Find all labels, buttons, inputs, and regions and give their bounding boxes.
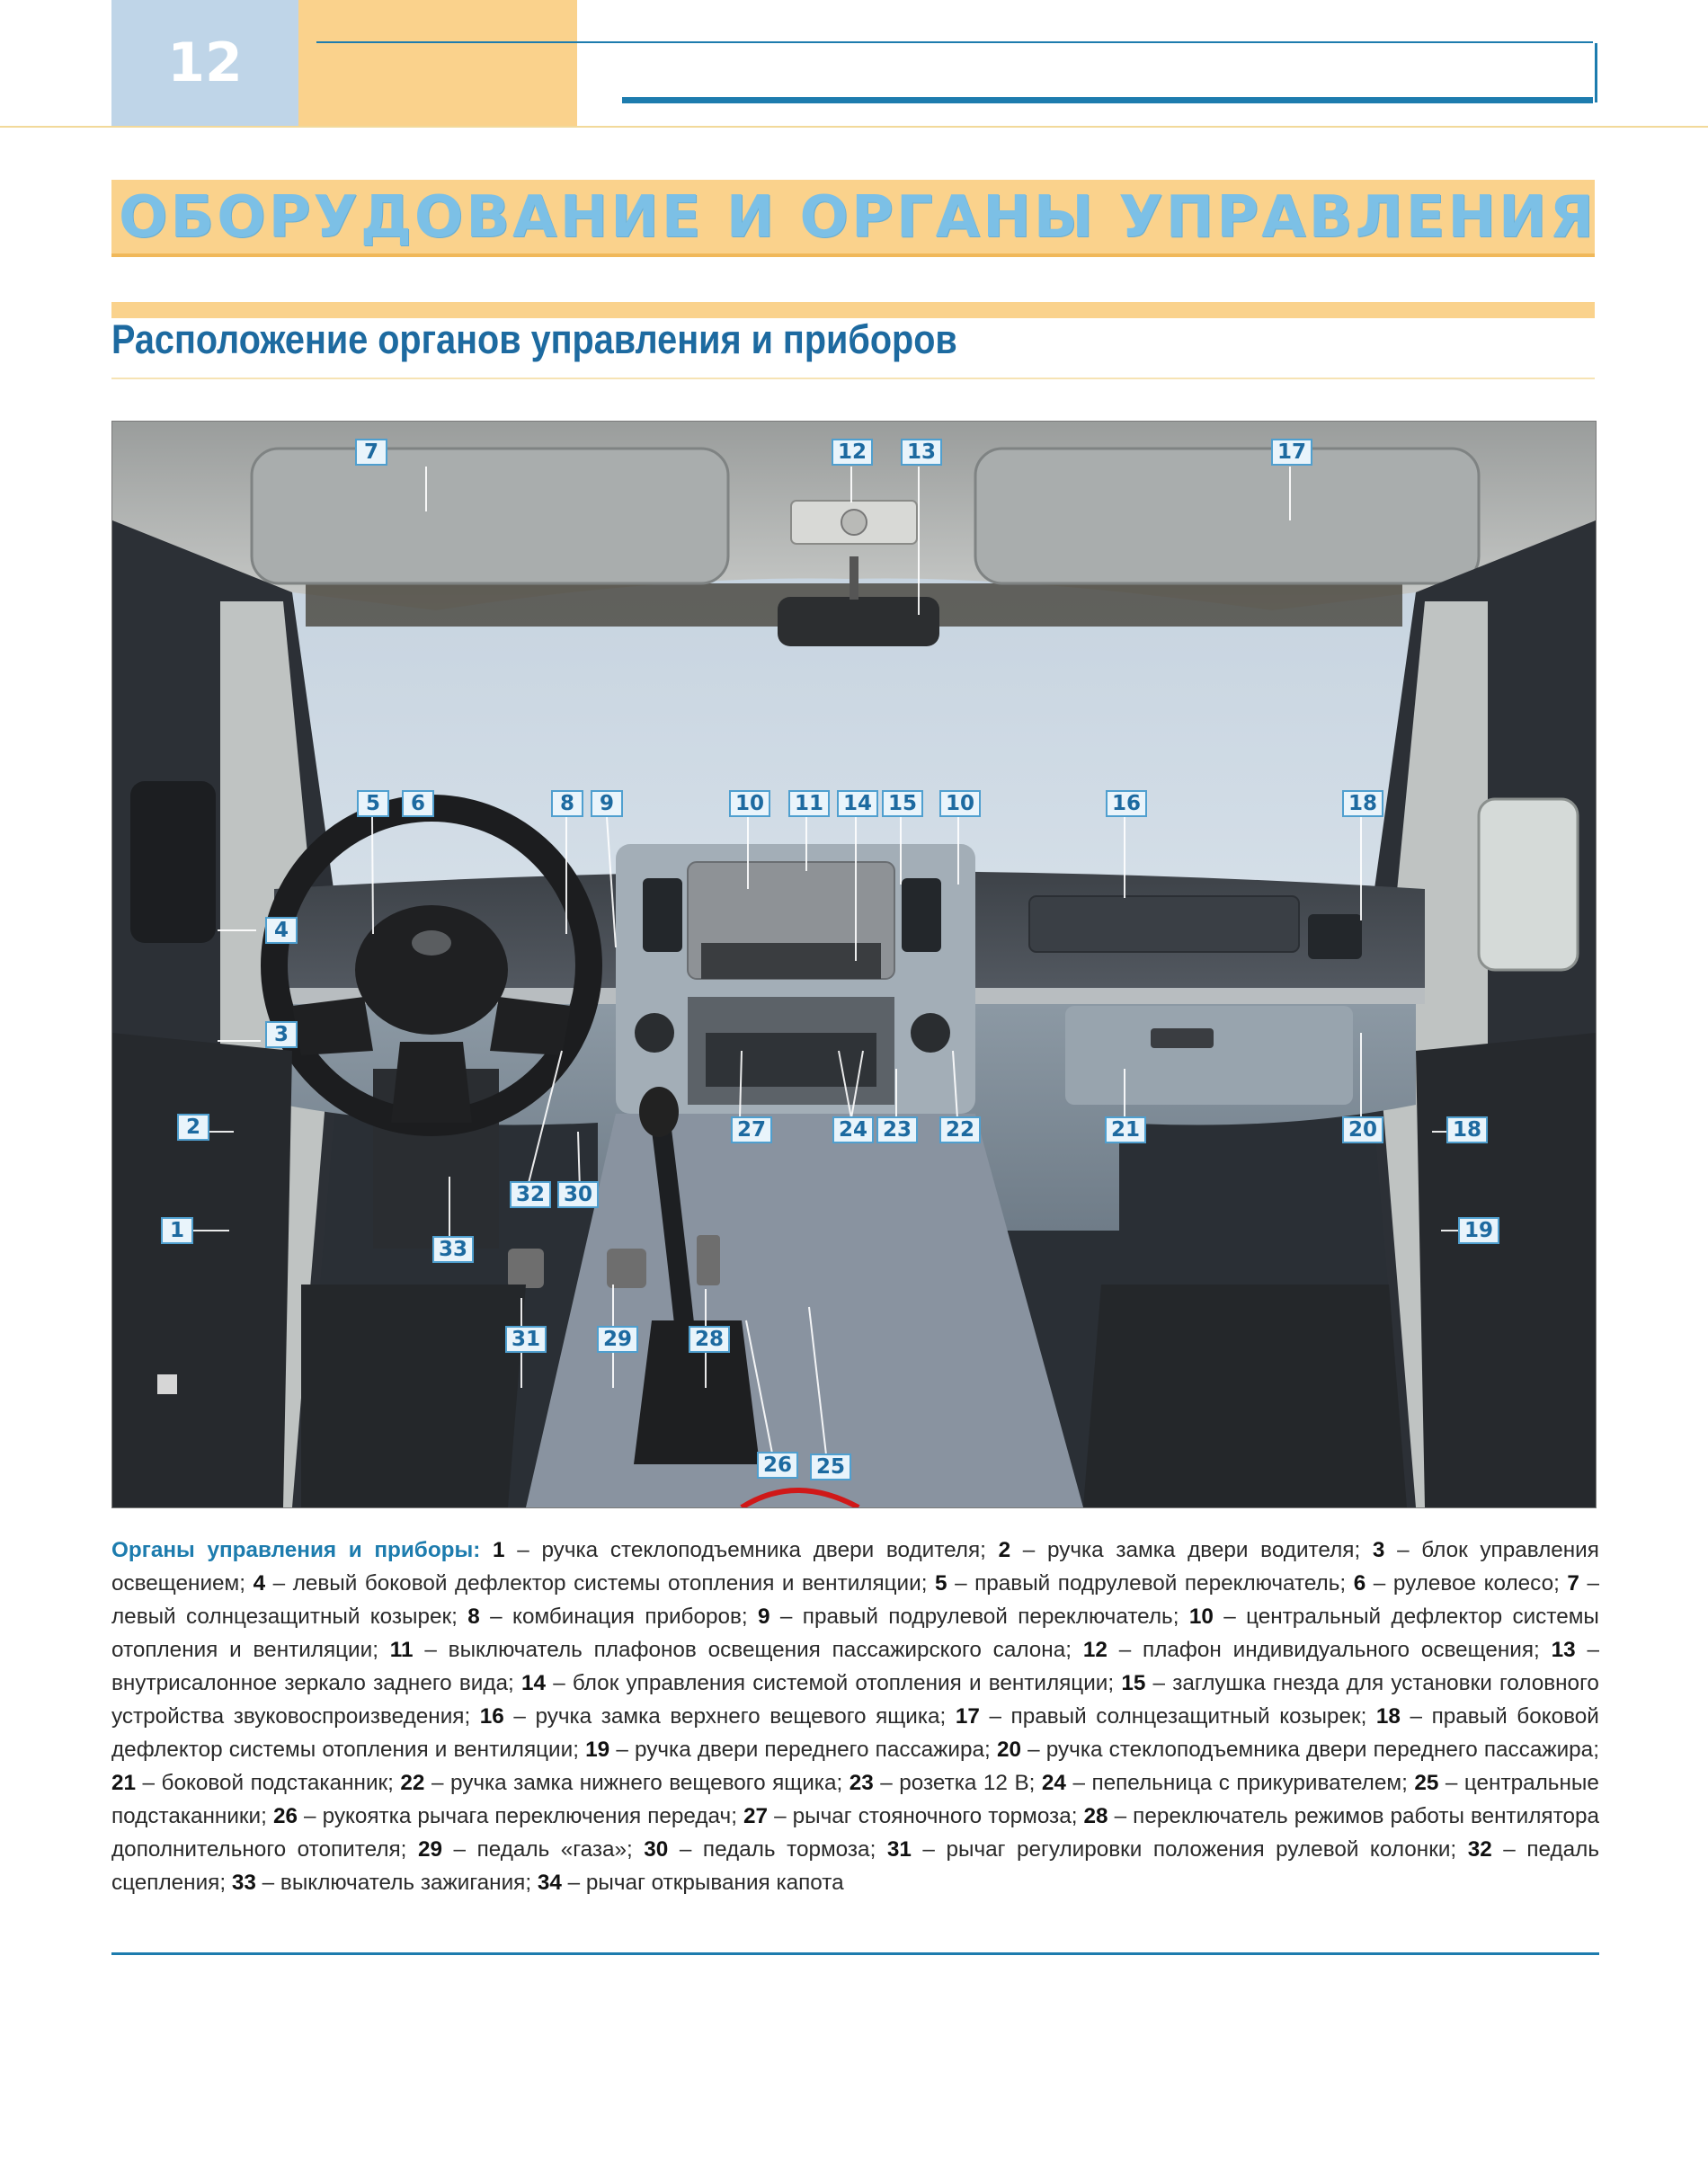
caption-item-number: 24	[1041, 1771, 1066, 1795]
caption-item-text: ручка стеклоподъемника двери водителя	[541, 1538, 981, 1562]
figure-caption: Органы управления и приборы: 1 – ручка стеклоподъемника двери водителя; 2 – ручка замка двери водителя; 3 – блок управления освещением; 4 – левый боковой дефлектор системы отопления и вентиляции; 5 – правый подрулевой переключатель; 6 – рулевое колесо; 7 – левый солнцезащитный козырек; 8 – комбинация приборов; 9 – правый подрулевой переключатель; 10 – центральный дефлектор системы отопления и вентиляции; 11 – выключатель плафонов освещения пассажирского салона; 12 – плафон индивидуального освещения; 13 – внутрисалонное зеркало заднего вида; 14 – блок управления системой отопления и вентиляции; 15 – заглушка гнезда для установки головного устройства звуковоспроизведения; 16 – ручка замка верхнего вещевого ящика; 17 – правый солнцезащитный козырек; 18 – правый боковой дефлектор системы отопления и вентиляции; 19 – ручка двери переднего пассажира; 20 – ручка стеклоподъемника двери переднего пассажира; 21 – боковой подстаканник; 22 – ручка замка нижнего вещевого ящика; 23 – розетка 12 В; 24 – пепельница с прикуривателем; 25 – центральные подстаканники; 26 – рукоятка рычага переключения передач; 27 – рычаг стояночного тормоза; 28 – переключатель режимов работы вентилятора дополнительного отопителя; 29 – педаль «газа»; 30 – педаль тормоза; 31 – рычаг регулировки положения рулевой колонки; 32 – педаль сцепления; 33 – выключатель зажигания; 34 – рычаг открывания капота	[111, 1538, 1599, 1895]
callout-11: 11	[788, 790, 830, 817]
caption-dash: –	[553, 1671, 565, 1695]
caption-dash: –	[1587, 1571, 1599, 1596]
caption-dash: –	[1118, 1638, 1132, 1662]
page-number: 12	[167, 31, 243, 94]
caption-item-text: переключатель режимов работы вентилятора дополнительного отопителя	[111, 1804, 1599, 1862]
caption-dash: –	[490, 1605, 503, 1629]
callout-19: 18	[1446, 1116, 1488, 1143]
callout-29: 28	[689, 1326, 730, 1353]
caption-item-text: комбинация приборов	[512, 1605, 742, 1629]
subsection-title: Расположение органов управления и приборов	[111, 316, 957, 362]
caption-dash: –	[272, 1571, 286, 1596]
callout-33: 32	[510, 1181, 551, 1208]
callout-20: 19	[1458, 1217, 1499, 1244]
caption-item-number: 21	[111, 1771, 137, 1795]
caption-item-text: правый солнцезащитный козырек	[1010, 1704, 1361, 1729]
section-title: ОБОРУДОВАНИЕ И ОРГАНЫ УПРАВЛЕНИЯ	[119, 184, 1597, 251]
callout-32: 31	[505, 1326, 547, 1353]
caption-item-text: педаль сцепления	[111, 1837, 1599, 1895]
caption-item-text: центральные подстаканники	[111, 1771, 1599, 1828]
callout-15: 15	[882, 790, 923, 817]
caption-item-number: 20	[996, 1738, 1021, 1762]
caption-dash: –	[1152, 1671, 1166, 1695]
callout-13: 13	[901, 439, 942, 466]
caption-item-number: 1	[493, 1538, 505, 1562]
caption-dash: –	[1503, 1837, 1516, 1862]
caption-item-text: рукоятка рычага переключения передач	[322, 1804, 732, 1828]
caption-item-number: 16	[479, 1704, 504, 1729]
caption-bottom-rule	[111, 1952, 1599, 1955]
caption-item-text: левый солнцезащитный козырек	[111, 1605, 452, 1629]
caption-dash: –	[1114, 1804, 1127, 1828]
callout-12: 12	[832, 439, 873, 466]
caption-item-number: 10	[1188, 1605, 1214, 1629]
cabin-illustration	[112, 422, 1596, 1507]
callout-26: 25	[810, 1453, 851, 1480]
callout-23: 22	[939, 1116, 981, 1143]
callout-2: 2	[177, 1114, 209, 1141]
caption-item-number: 17	[955, 1704, 980, 1729]
callout-7: 7	[355, 439, 387, 466]
caption-dash: –	[424, 1638, 437, 1662]
caption-item-number: 32	[1467, 1837, 1492, 1862]
caption-dash: –	[989, 1704, 1001, 1729]
callout-8: 8	[551, 790, 583, 817]
caption-item-text: выключатель зажигания	[280, 1871, 526, 1895]
caption-item-number: 4	[253, 1571, 266, 1596]
callout-9: 9	[591, 790, 623, 817]
callout-10-left: 10	[729, 790, 770, 817]
caption-item-number: 6	[1353, 1571, 1366, 1596]
caption-dash: –	[1072, 1771, 1085, 1795]
caption-item-number: 33	[231, 1871, 256, 1895]
caption-dash: –	[679, 1837, 692, 1862]
caption-dash: –	[616, 1738, 628, 1762]
caption-item-number: 26	[272, 1804, 298, 1828]
caption-item-text: внутрисалонное зеркало заднего вида	[111, 1671, 509, 1695]
caption-dash: –	[1397, 1538, 1410, 1562]
callout-24: 23	[876, 1116, 918, 1143]
caption-item-text: рычаг регулировки положения рулевой колонки	[946, 1837, 1451, 1862]
caption-dash: –	[517, 1538, 529, 1562]
callout-10-right: 10	[939, 790, 981, 817]
callout-14: 14	[837, 790, 878, 817]
caption-item-number: 5	[935, 1571, 947, 1596]
caption-item-text: правый подрулевой переключатель	[802, 1605, 1173, 1629]
caption-item-number: 29	[417, 1837, 442, 1862]
callout-4: 4	[265, 917, 298, 944]
caption-item-number: 23	[849, 1771, 874, 1795]
caption-dash: –	[431, 1771, 444, 1795]
header-bottom-rule	[0, 126, 1708, 128]
caption-item-number: 28	[1083, 1804, 1108, 1828]
caption-item-text: правый подрулевой переключатель	[974, 1571, 1340, 1596]
caption-dash: –	[880, 1771, 893, 1795]
caption-item-text: пепельница с прикуривателем	[1091, 1771, 1402, 1795]
callout-5: 5	[357, 790, 389, 817]
caption-item-number: 2	[998, 1538, 1011, 1562]
caption-item-text: ручка двери переднего пассажира	[634, 1738, 985, 1762]
caption-item-text: ручка стеклоподъемника двери переднего пассажира	[1045, 1738, 1594, 1762]
callout-30: 29	[597, 1326, 638, 1353]
callout-16: 16	[1106, 790, 1147, 817]
caption-dash: –	[1373, 1571, 1386, 1596]
caption-item-text: боковой подстаканник	[161, 1771, 388, 1795]
caption-item-number: 11	[389, 1638, 414, 1662]
caption-item-text: выключатель плафонов освещения пассажирского салона	[448, 1638, 1066, 1662]
caption-item-number: 13	[1551, 1638, 1576, 1662]
caption-dash: –	[1410, 1704, 1423, 1729]
caption-dash: –	[453, 1837, 467, 1862]
caption-item-number: 34	[537, 1871, 562, 1895]
caption-item-number: 7	[1567, 1571, 1579, 1596]
caption-item-number: 15	[1121, 1671, 1146, 1695]
callout-25: 24	[832, 1116, 874, 1143]
caption-item-text: педаль «газа»	[476, 1837, 627, 1862]
caption-item-number: 12	[1082, 1638, 1108, 1662]
caption-item-number: 18	[1375, 1704, 1401, 1729]
caption-item-text: ручка замка нижнего вещевого ящика	[449, 1771, 837, 1795]
caption-item-text: розетка 12 В	[899, 1771, 1029, 1795]
caption-item-text: ручка замка двери водителя	[1046, 1538, 1355, 1562]
caption-dash: –	[1022, 1538, 1036, 1562]
callout-22: 21	[1105, 1116, 1146, 1143]
caption-dash: –	[1445, 1771, 1458, 1795]
caption-item-text: блок управления освещением	[111, 1538, 1599, 1596]
caption-dash: –	[567, 1871, 581, 1895]
caption-dash: –	[513, 1704, 526, 1729]
caption-item-number: 9	[758, 1605, 770, 1629]
caption-dash: –	[779, 1605, 793, 1629]
header-rule-thin	[316, 41, 1593, 43]
subsection-rule	[111, 378, 1595, 379]
caption-item-number: 19	[585, 1738, 610, 1762]
caption-item-text: левый боковой дефлектор системы отопления и вентиляции	[292, 1571, 921, 1596]
caption-dash: –	[1223, 1605, 1236, 1629]
callout-21: 20	[1342, 1116, 1383, 1143]
callout-6: 6	[402, 790, 434, 817]
header-rule-thick	[622, 97, 1593, 103]
caption-item-text: рычаг стояночного тормоза	[792, 1804, 1072, 1828]
caption-dash: –	[774, 1804, 787, 1828]
callout-17: 17	[1271, 439, 1312, 466]
caption-dash: –	[304, 1804, 316, 1828]
caption-item-text: ручка замка верхнего вещевого ящика	[535, 1704, 940, 1729]
caption-item-number: 22	[400, 1771, 425, 1795]
callout-1: 1	[161, 1217, 193, 1244]
callout-28: 27	[731, 1116, 772, 1143]
caption-item-number: 31	[886, 1837, 912, 1862]
caption-item-number: 3	[1372, 1538, 1385, 1562]
caption-item-number: 8	[467, 1605, 480, 1629]
caption-item-number: 30	[644, 1837, 669, 1862]
callout-31: 30	[557, 1181, 599, 1208]
cabin-photo	[111, 421, 1597, 1508]
caption-item-text: блок управления системой отопления и вентиляции	[572, 1671, 1108, 1695]
header-accent-box	[298, 0, 577, 126]
caption-dash: –	[1027, 1738, 1040, 1762]
callout-27: 26	[757, 1452, 798, 1479]
page-number-box	[111, 0, 298, 126]
caption-item-number: 14	[520, 1671, 547, 1695]
caption-item-number: 25	[1414, 1771, 1439, 1795]
callout-3: 3	[265, 1021, 298, 1048]
caption-item-text: педаль тормоза	[702, 1837, 870, 1862]
caption-dash: –	[142, 1771, 156, 1795]
header-rule-end	[1595, 43, 1597, 102]
caption-lead: Органы управления и приборы:	[111, 1538, 481, 1562]
callout-18: 18	[1342, 790, 1383, 817]
caption-item-text: центральный дефлектор системы отопления и вентиляции	[111, 1605, 1599, 1662]
caption-item-text: рулевое колесо	[1392, 1571, 1554, 1596]
caption-item-text: правый боковой дефлектор системы отопления и вентиляции	[111, 1704, 1599, 1762]
caption-dash: –	[955, 1571, 967, 1596]
caption-dash: –	[1587, 1638, 1599, 1662]
caption-dash: –	[262, 1871, 275, 1895]
caption-item-text: плафон индивидуального освещения	[1143, 1638, 1535, 1662]
caption-dash: –	[922, 1837, 935, 1862]
caption-item-text: рычаг открывания капота	[585, 1871, 844, 1895]
caption-item-number: 27	[743, 1804, 769, 1828]
caption-item-text: заглушка гнезда для установки головного устройства звуковоспроизведения	[111, 1671, 1599, 1729]
callout-34: 33	[432, 1236, 474, 1263]
